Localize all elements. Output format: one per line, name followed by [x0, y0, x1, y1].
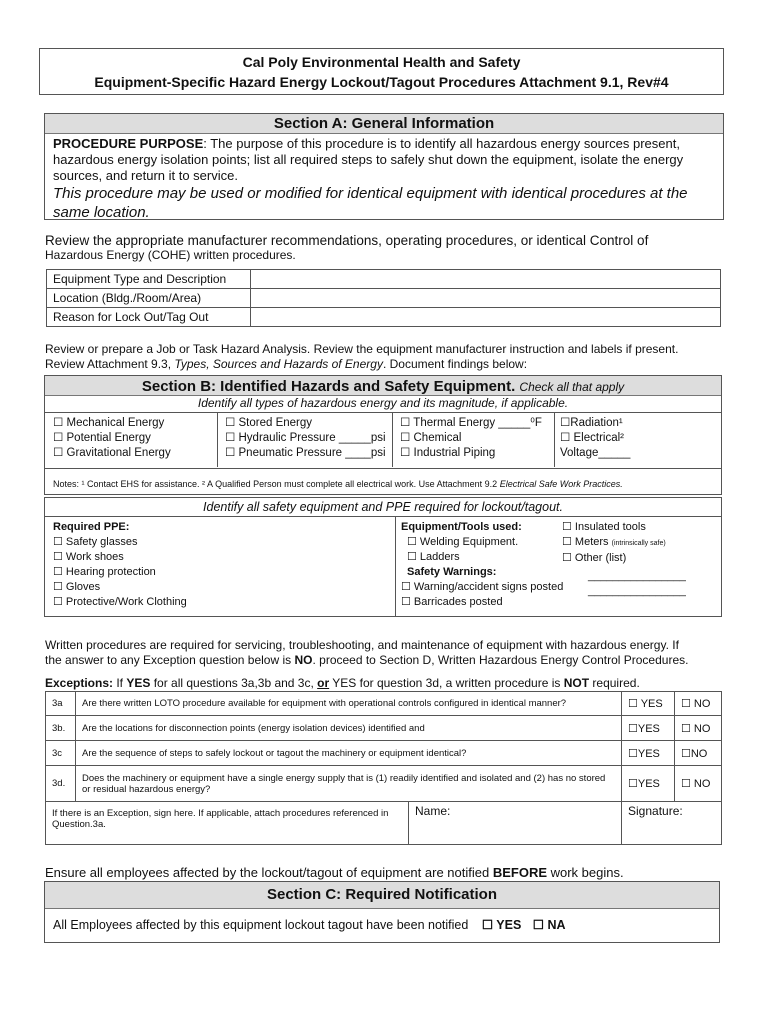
divider [395, 516, 396, 617]
exceptions-text-1: If [113, 676, 127, 690]
location-field[interactable] [251, 289, 721, 308]
table-row [47, 270, 721, 289]
exceptions-label: Exceptions: [45, 676, 114, 690]
reason-field[interactable] [251, 308, 721, 327]
table-row [46, 692, 722, 716]
safety-glasses-checkbox[interactable]: ☐ Safety glasses [53, 536, 138, 548]
exceptions-text-3: YES for question 3d, a written procedure is [329, 676, 564, 690]
purpose-text: : The purpose of this procedure is to identify all hazardous energy sources present, hazardous energy isolation points; list all required steps to safely shut down the equipment, isolate the energy sources, and return it to service. [53, 136, 684, 183]
section-c-body [45, 909, 719, 940]
ppe-subtitle: Identify all safety equipment and PPE required for lockout/tagout. [45, 498, 721, 517]
pneumatic-pressure-checkbox[interactable]: ☐ Pneumatic Pressure ____psi [225, 447, 386, 459]
yes-checkbox[interactable]: ☐YES [622, 766, 675, 802]
no-checkbox[interactable]: ☐ NO [675, 716, 722, 741]
written-line-1: Written procedures are required for servicing, troubleshooting, and maintenance of equipment with hazardous energy. If [45, 638, 679, 652]
voltage-field[interactable]: Voltage_____ [560, 447, 631, 459]
divider [217, 412, 218, 467]
table-row [47, 289, 721, 308]
section-c-title: Section C: Required Notification [45, 882, 719, 909]
section-b-subtitle: Identify all types of hazardous energy and its magnitude, if applicable. [45, 396, 721, 413]
radiation-checkbox[interactable]: ☐Radiation¹ [560, 417, 623, 429]
protective-clothing-checkbox[interactable]: ☐ Protective/Work Clothing [53, 596, 187, 608]
purpose-label: PROCEDURE PURPOSE [53, 136, 204, 151]
notification-text: All Employees affected by this equipment lockout tagout have been notified [53, 918, 469, 932]
question-id: 3d. [46, 766, 76, 802]
document-header [39, 48, 724, 95]
exception-sign-instructions: If there is an Exception, sign here. If applicable, attach procedures referenced in Question.3a. [46, 802, 409, 845]
question-id: 3b. [46, 716, 76, 741]
review-paragraph-2 [45, 342, 678, 372]
exceptions-text-4: required. [589, 676, 640, 690]
question-text: Are the locations for disconnection points (energy isolation devices) identified and [76, 716, 622, 741]
notified-na-checkbox[interactable]: ☐ NA [532, 918, 566, 932]
ladders-checkbox[interactable]: ☐ Ladders [407, 551, 460, 563]
written-procedures-paragraph [45, 638, 688, 668]
meters-label: ☐ Meters [562, 536, 609, 548]
other-blank-2[interactable]: ________________ [588, 585, 686, 597]
exceptions-table [45, 691, 722, 845]
location-label: Location (Bldg./Room/Area) [47, 289, 251, 308]
question-id: 3c [46, 741, 76, 766]
review-line-1: Review the appropriate manufacturer recommendations, operating procedures, or identical Control of [45, 233, 649, 248]
divider [392, 412, 393, 467]
written-line-2-pre: the answer to any Exception question below is [45, 653, 295, 667]
energy-column-1 [53, 416, 171, 461]
review-paragraph-1 [45, 233, 648, 263]
required-ppe-title: Required PPE: [53, 521, 130, 533]
yes-checkbox[interactable]: ☐ YES [622, 692, 675, 716]
no-checkbox[interactable]: ☐ NO [675, 692, 722, 716]
section-b [44, 375, 722, 495]
exceptions-yes: YES [126, 676, 151, 690]
divider [554, 412, 555, 467]
chemical-checkbox[interactable]: ☐ Chemical [400, 432, 462, 444]
equipment-type-label: Equipment Type and Description [47, 270, 251, 289]
table-row [46, 766, 722, 802]
question-text: Does the machinery or equipment have a single energy supply that is (1) readily identified and isolated and (2) has no stored or residual hazardous energy? [76, 766, 622, 802]
potential-energy-checkbox[interactable]: ☐ Potential Energy [53, 432, 151, 444]
ensure-text-pre: Ensure all employees affected by the lockout/tagout of equipment are notified [45, 865, 493, 880]
question-id: 3a [46, 692, 76, 716]
review-attachment-line [45, 357, 678, 372]
section-b-title: Section B: Identified Hazards and Safety Equipment. [141, 378, 516, 395]
equipment-type-field[interactable] [251, 270, 721, 289]
table-row [46, 716, 722, 741]
section-a-title: Section A: General Information [45, 114, 723, 134]
review-line-2: Hazardous Energy (COHE) written procedures. [45, 248, 296, 262]
welding-equipment-checkbox[interactable]: ☐ Welding Equipment. [407, 536, 519, 548]
tools-list [401, 520, 563, 610]
signature-field[interactable]: Signature: [622, 802, 722, 845]
header-line-2: Equipment-Specific Hazard Energy Lockout/Tagout Procedures Attachment 9.1, Rev#4 [94, 74, 669, 90]
notes-reference: Electrical Safe Work Practices. [499, 479, 623, 489]
exceptions-or: or [317, 676, 330, 690]
thermal-energy-checkbox[interactable]: ☐ Thermal Energy _____⁰F [400, 417, 542, 429]
electrical-checkbox[interactable]: ☐ Electrical² [560, 432, 624, 444]
work-shoes-checkbox[interactable]: ☐ Work shoes [53, 551, 124, 563]
review-attachment-pre: Review Attachment 9.3, [45, 357, 175, 371]
written-line-2 [45, 653, 688, 668]
energy-column-2 [225, 416, 386, 461]
name-field[interactable]: Name: [409, 802, 622, 845]
section-a-body [45, 134, 723, 224]
energy-column-4 [560, 416, 630, 461]
table-row [46, 802, 722, 845]
exceptions-line [45, 676, 640, 690]
ensure-before: BEFORE [492, 865, 547, 880]
meters-checkbox[interactable] [562, 535, 686, 551]
ensure-line [45, 865, 624, 880]
ppe-section [44, 497, 722, 617]
review-jha-line: Review or prepare a Job or Task Hazard Analysis. Review the equipment manufacturer instruction and labels if present. [45, 342, 679, 356]
reason-label: Reason for Lock Out/Tag Out [47, 308, 251, 327]
other-blank-1[interactable]: ________________ [588, 570, 686, 582]
table-row [47, 308, 721, 327]
insulated-tools-checkbox[interactable]: ☐ Insulated tools [562, 521, 646, 533]
divider [45, 468, 721, 469]
tools-title: Equipment/Tools used: [401, 521, 522, 533]
question-text: Are the sequence of steps to safely lockout or tagout the machinery or equipment identical? [76, 741, 622, 766]
section-c [44, 881, 720, 943]
warning-signs-checkbox[interactable]: ☐ Warning/accident signs posted [401, 581, 564, 593]
industrial-piping-checkbox[interactable]: ☐ Industrial Piping [400, 447, 496, 459]
review-attachment-title: Types, Sources and Hazards of Energy [174, 357, 383, 371]
exceptions-text-2: for all questions 3a,3b and 3c, [150, 676, 318, 690]
mechanical-energy-checkbox[interactable]: ☐ Mechanical Energy [53, 417, 165, 429]
review-attachment-post: . Document findings below: [382, 357, 528, 371]
equipment-info-table [46, 269, 721, 327]
energy-column-3 [400, 416, 542, 461]
yes-checkbox[interactable]: ☐YES [622, 741, 675, 766]
hydraulic-pressure-checkbox[interactable]: ☐ Hydraulic Pressure _____psi [225, 432, 386, 444]
safety-warnings-title: Safety Warnings: [407, 566, 497, 578]
section-b-title-bar [45, 376, 721, 396]
no-checkbox[interactable]: ☐ NO [675, 766, 722, 802]
no-checkbox[interactable]: ☐NO [675, 741, 722, 766]
hearing-protection-checkbox[interactable]: ☐ Hearing protection [53, 566, 156, 578]
section-a [44, 113, 724, 220]
written-no: NO [294, 653, 313, 667]
exceptions-not: NOT [563, 676, 590, 690]
stored-energy-checkbox[interactable]: ☐ Stored Energy [225, 417, 313, 429]
notified-yes-checkbox[interactable]: ☐ YES [481, 918, 522, 932]
yes-checkbox[interactable]: ☐YES [622, 716, 675, 741]
barricades-checkbox[interactable]: ☐ Barricades posted [401, 596, 503, 608]
written-line-2-post: . proceed to Section D, Written Hazardous Energy Control Procedures. [312, 653, 689, 667]
meters-note: (intrinsically safe) [611, 540, 666, 547]
required-ppe-list [53, 520, 187, 610]
section-b-hint: Check all that apply [519, 380, 625, 394]
other-checkbox[interactable]: ☐ Other (list) [562, 552, 627, 564]
question-text: Are there written LOTO procedure available for equipment with operational controls configured in identical manner? [76, 692, 622, 716]
section-b-notes [53, 479, 623, 489]
identical-note: This procedure may be used or modified for identical equipment with identical procedures at the same location. [53, 185, 688, 221]
header-line-1: Cal Poly Environmental Health and Safety [242, 54, 521, 70]
tools-list-right [562, 520, 686, 599]
table-row [46, 741, 722, 766]
gloves-checkbox[interactable]: ☐ Gloves [53, 581, 101, 593]
gravitational-energy-checkbox[interactable]: ☐ Gravitational Energy [53, 447, 171, 459]
ensure-text-post: work begins. [547, 865, 624, 880]
notes-text: Notes: ¹ Contact EHS for assistance. ² A Qualified Person must complete all electrical work. Use Attachment 9.2 [53, 479, 500, 489]
